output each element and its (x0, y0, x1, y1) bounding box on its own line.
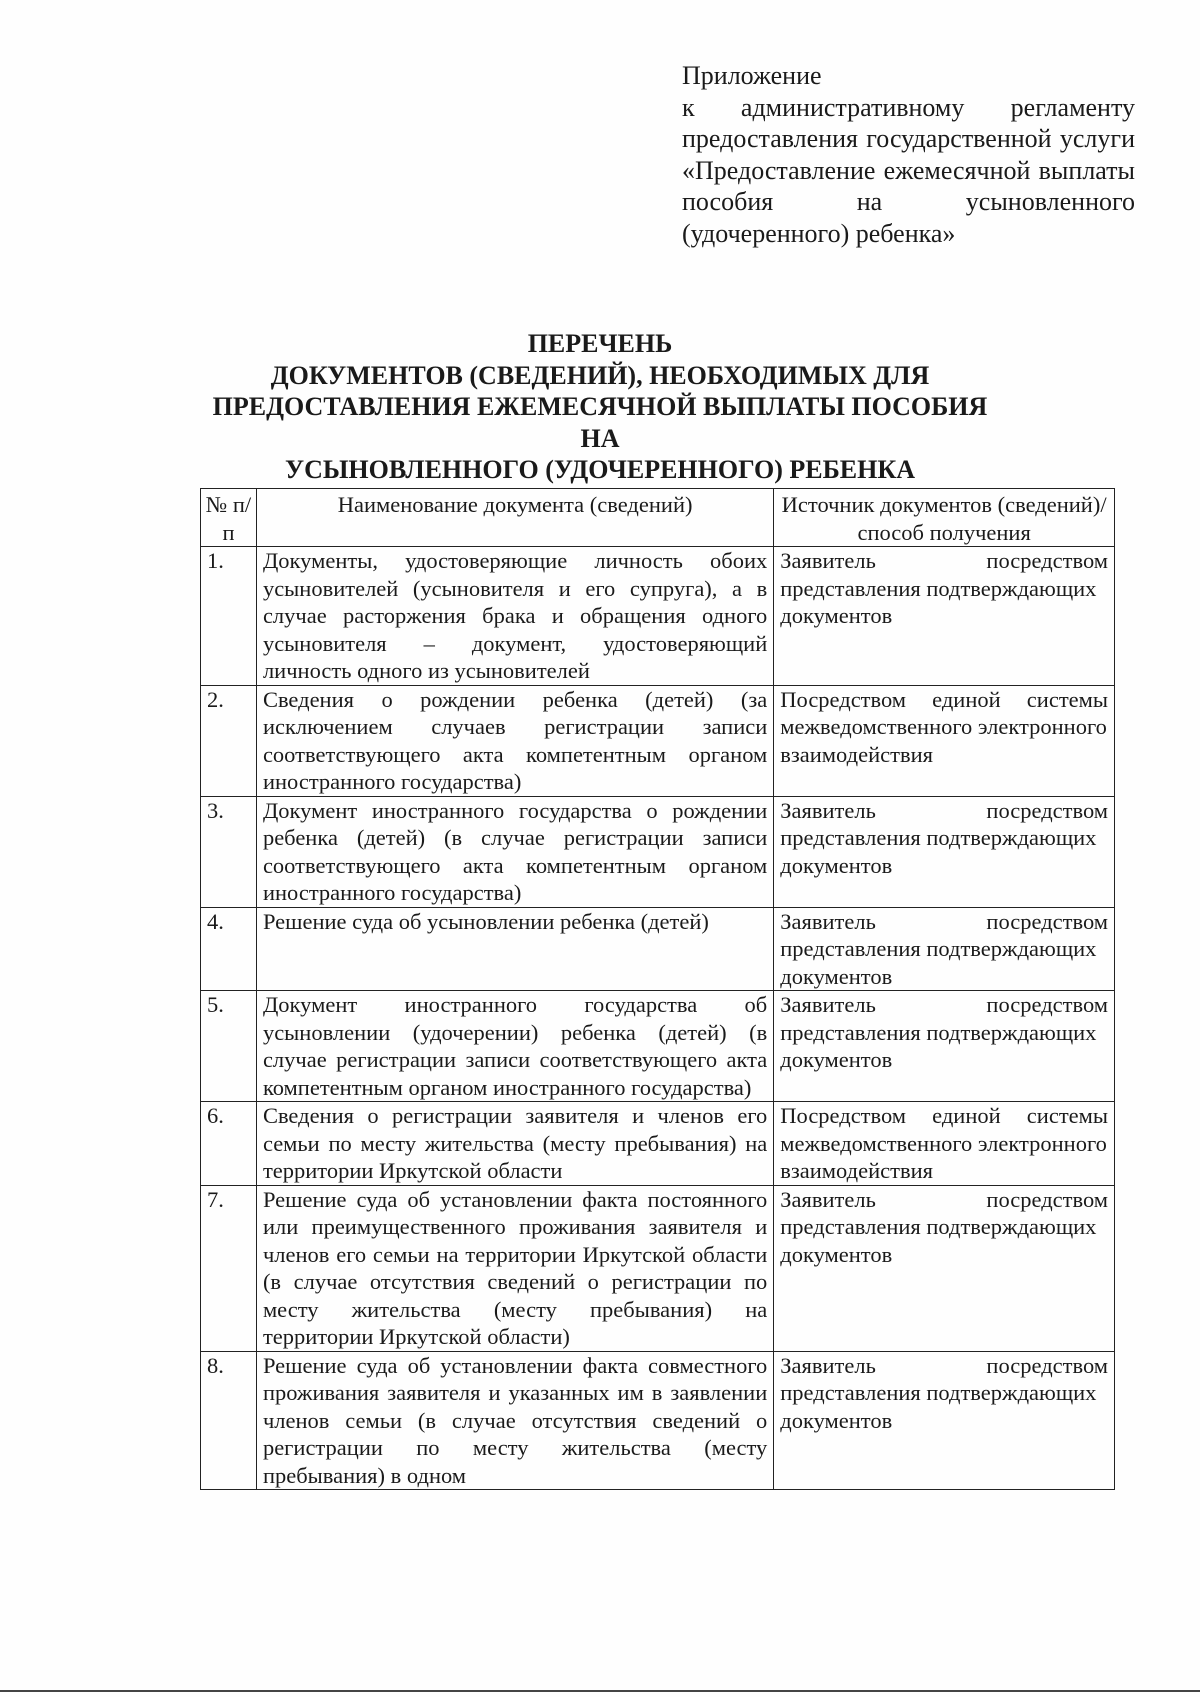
row-source-rest: представления подтверждающих документов (780, 1380, 1097, 1433)
row-source (774, 685, 1115, 796)
row-source (774, 1351, 1115, 1490)
row-source-rest: межведомственного электронного взаимодействия (780, 1130, 1107, 1183)
row-num: 2. (201, 685, 257, 796)
page-bottom-rule (0, 1690, 1200, 1692)
row-source-lead: Заявитель посредством (780, 797, 1108, 823)
row-num: 7. (201, 1185, 257, 1351)
row-name: Документы, удостоверяющие личность обоих усыновителей (усыновителя и его супруга), а в случае расторжения брака и обращения одного усыновителя – документ, удостоверяющий личность одного из усыновителей (256, 547, 773, 686)
row-source-lead: Заявитель посредством (780, 908, 1108, 934)
title-line-2: ДОКУМЕНТОВ (СВЕДЕНИЙ), НЕОБХОДИМЫХ ДЛЯ (270, 360, 930, 390)
row-num: 4. (201, 907, 257, 991)
row-source-lead: Посредством единой системы (780, 1103, 1108, 1128)
row-name: Решение суда об установлении факта совместного проживания заявителя и указанных им в заявлении членов семьи (в случае отсутствия сведений о регистрации по месту жительства (месту пребывания) в одном (256, 1351, 773, 1490)
row-name: Решение суда об усыновлении ребенка (детей) (256, 907, 773, 991)
appendix-block (682, 60, 1135, 249)
row-source-lead: Посредством единой системы (780, 686, 1108, 712)
row-name: Решение суда об установлении факта постоянного или преимущественного проживания заявителя и членов его семьи на территории Иркутской области (в случае отсутствия сведений о регистрации по месту жительства (месту пребывания) на территории Иркутской области) (256, 1185, 773, 1351)
table-row (201, 1351, 1115, 1490)
row-source-rest: межведомственного электронного взаимодействия (780, 714, 1107, 767)
row-source (774, 547, 1115, 686)
header-num: № п/п (201, 489, 257, 547)
title-line-4: УСЫНОВЛЕННОГО (УДОЧЕРЕННОГО) РЕБЕНКА (285, 455, 915, 484)
table-row (201, 907, 1115, 991)
document-title (200, 328, 1000, 486)
table-row (201, 796, 1115, 907)
row-source (774, 796, 1115, 907)
header-name: Наименование документа (сведений) (256, 489, 773, 547)
table-row (201, 685, 1115, 796)
row-source-rest: представления подтверждающих документов (780, 1019, 1097, 1072)
row-source (774, 991, 1115, 1102)
row-source-lead: Заявитель посредством (780, 548, 1108, 573)
row-source-rest: представления подтверждающих документов (780, 825, 1097, 878)
row-source (774, 1102, 1115, 1186)
documents-table (200, 488, 1115, 1490)
table-row (201, 1185, 1115, 1351)
row-name: Документ иностранного государства о рождении ребенка (детей) (в случае регистрации записи соответствующего акта компетентным органом иностранного государства) (256, 796, 773, 907)
row-name: Сведения о регистрации заявителя и членов его семьи по месту жительства (месту пребывания) на территории Иркутской области (256, 1102, 773, 1186)
row-num: 1. (201, 547, 257, 686)
row-source-lead: Заявитель посредством (780, 1186, 1108, 1212)
title-line-1: ПЕРЕЧЕНЬ (527, 329, 673, 358)
table-row (201, 547, 1115, 686)
table-row (201, 991, 1115, 1102)
header-source: Источник документов (сведений)/способ получения (774, 489, 1115, 547)
row-source (774, 1185, 1115, 1351)
appendix-reference: к административному регламенту предоставления государственной услуги «Предоставление ежемесячной выплаты пособия на усыновленного (удочеренного) ребенка» (682, 92, 1135, 248)
row-num: 8. (201, 1351, 257, 1490)
row-source (774, 907, 1115, 991)
row-num: 6. (201, 1102, 257, 1186)
row-name: Сведения о рождении ребенка (детей) (за исключением случаев регистрации записи соответствующего акта компетентным органом иностранного государства) (256, 685, 773, 796)
row-num: 5. (201, 991, 257, 1102)
row-source-rest: представления подтверждающих документов (780, 575, 1097, 628)
row-num: 3. (201, 796, 257, 907)
row-name: Документ иностранного государства об усыновлении (удочерении) ребенка (детей) (в случае регистрации записи соответствующего акта компетентным органом иностранного государства) (256, 991, 773, 1102)
title-line-3: ПРЕДОСТАВЛЕНИЯ ЕЖЕМЕСЯЧНОЙ ВЫПЛАТЫ ПОСОБИЯ НА (212, 392, 988, 453)
appendix-label: Приложение (682, 61, 822, 90)
table-header-row (201, 489, 1115, 547)
table-row (201, 1102, 1115, 1186)
row-source-lead: Заявитель посредством (780, 1352, 1108, 1378)
row-source-rest: представления подтверждающих документов (780, 936, 1097, 989)
row-source-lead: Заявитель посредством (780, 992, 1108, 1017)
row-source-rest: представления подтверждающих документов (780, 1214, 1097, 1267)
